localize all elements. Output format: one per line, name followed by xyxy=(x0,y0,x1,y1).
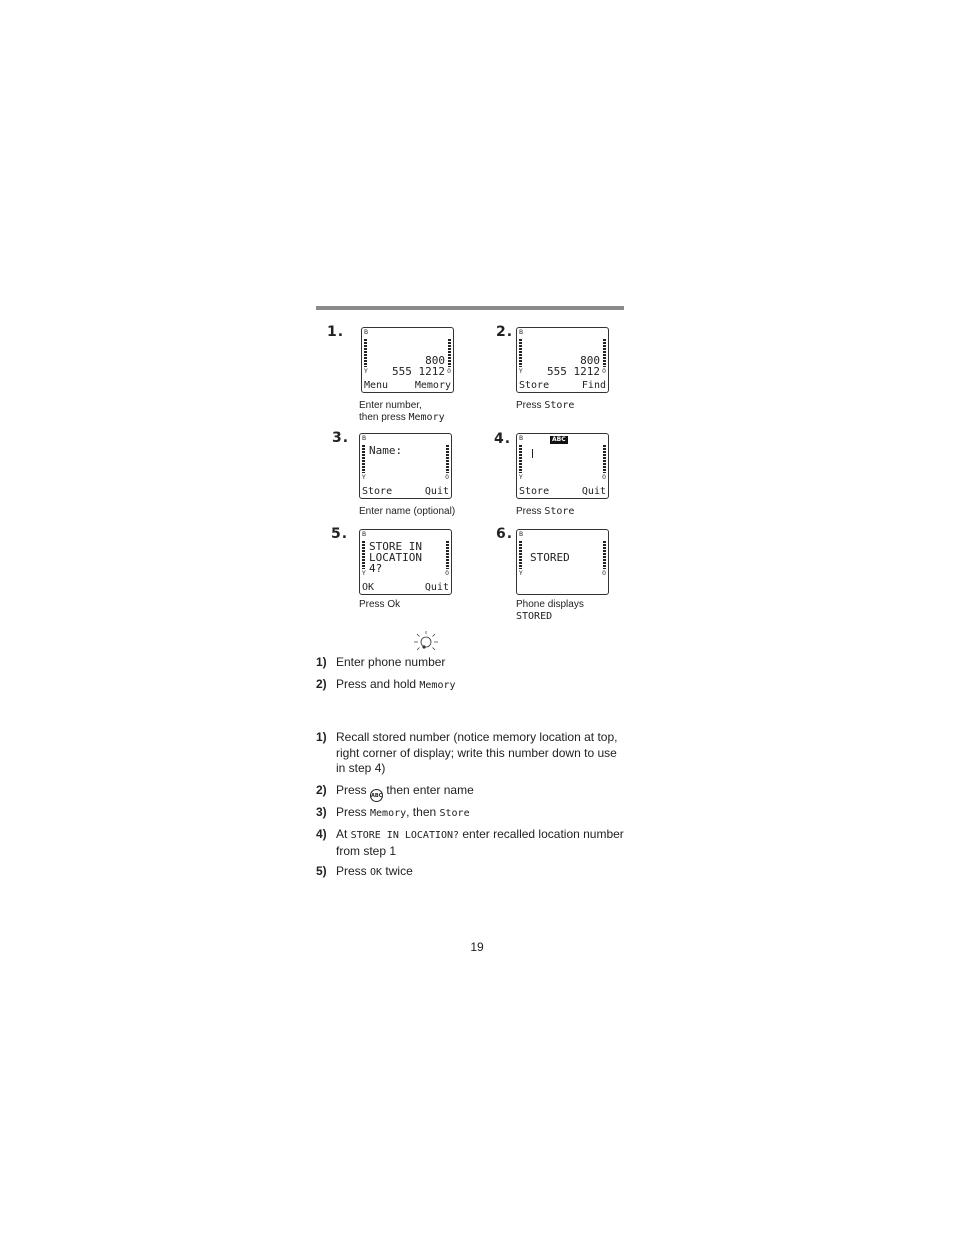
list-text xyxy=(336,827,626,859)
zero-indicator: 0 xyxy=(445,474,449,481)
list-text-part: then enter name xyxy=(383,783,474,797)
step-caption xyxy=(359,506,455,518)
display-line: Name: xyxy=(369,444,403,457)
lightbulb-icon xyxy=(412,630,440,654)
list-text: Enter phone number xyxy=(336,655,446,669)
list-text xyxy=(336,864,626,881)
caption-line xyxy=(359,412,445,424)
battery-indicator: B xyxy=(362,435,367,442)
caption-key: Store xyxy=(544,400,575,411)
antenna-indicator: Y xyxy=(364,368,368,375)
step-caption xyxy=(516,400,574,412)
page-number: 19 xyxy=(470,940,484,954)
softkey-left: Store xyxy=(519,486,550,497)
text-cursor xyxy=(532,449,533,458)
display-line: STORED xyxy=(530,551,570,564)
list-text xyxy=(336,677,626,694)
display-line: STORE IN xyxy=(369,540,422,553)
caption-text: then press xyxy=(359,412,409,423)
softkey-left: Menu xyxy=(364,380,389,391)
display-line: 4? xyxy=(369,562,383,575)
list-number: 5) xyxy=(316,864,327,878)
softkey-right: Memory xyxy=(414,380,451,391)
battery-indicator: B xyxy=(362,531,367,538)
battery-indicator: B xyxy=(519,531,524,538)
signal-bar xyxy=(519,541,522,569)
phone-display xyxy=(359,433,452,499)
battery-indicator: B xyxy=(519,329,524,336)
section-rule xyxy=(316,306,624,310)
signal-bar xyxy=(519,339,522,367)
caption-key: STORED xyxy=(516,611,553,622)
list-text xyxy=(336,805,626,822)
step-number: 3. xyxy=(332,430,350,446)
zero-indicator: 0 xyxy=(602,570,606,577)
caption-line xyxy=(516,506,574,518)
antenna-indicator: Y xyxy=(362,474,366,481)
caption-line: Phone displays xyxy=(516,599,584,610)
antenna-indicator: Y xyxy=(519,368,523,375)
zero-indicator: 0 xyxy=(447,368,451,375)
abc-mode-badge: ABC xyxy=(552,436,566,443)
step-caption xyxy=(359,400,445,424)
softkey-right: Find xyxy=(581,380,606,391)
battery-bar xyxy=(603,541,606,569)
signal-bar xyxy=(364,339,367,367)
softkey-left: Store xyxy=(519,380,550,391)
caption-line xyxy=(516,400,574,412)
list-text-part: At xyxy=(336,827,351,841)
step-number: 2. xyxy=(496,324,514,340)
step-caption xyxy=(359,599,400,611)
battery-bar xyxy=(603,445,606,473)
phone-display xyxy=(361,327,454,393)
list-number: 4) xyxy=(316,827,327,841)
step-number: 1. xyxy=(327,324,345,340)
antenna-indicator: Y xyxy=(519,570,523,577)
list-number: 1) xyxy=(316,730,327,744)
list-key: Memory xyxy=(370,808,407,819)
softkey-right: Quit xyxy=(424,486,449,497)
list-text-part: Press xyxy=(336,805,371,819)
antenna-indicator: Y xyxy=(362,570,366,577)
step-number: 4. xyxy=(494,431,512,447)
list-text-part: Press xyxy=(336,864,371,878)
battery-bar xyxy=(446,541,449,569)
step-number: 5. xyxy=(331,526,349,542)
display-line: 555 1212 xyxy=(392,365,445,378)
step-caption xyxy=(516,506,574,518)
signal-bar xyxy=(362,445,365,473)
caption-line: Enter number, xyxy=(359,400,422,411)
list-key: Store xyxy=(439,808,470,819)
caption-text: Press xyxy=(516,506,545,517)
zero-indicator: 0 xyxy=(445,570,449,577)
list-number: 3) xyxy=(316,805,327,819)
battery-bar xyxy=(446,445,449,473)
display-line: LOCATION xyxy=(369,551,422,564)
caption-text: Press xyxy=(516,400,545,411)
caption-key: Memory xyxy=(408,412,445,423)
list-text xyxy=(336,783,626,802)
list-number: 2) xyxy=(316,677,327,691)
battery-indicator: B xyxy=(364,329,369,336)
battery-bar xyxy=(448,339,451,367)
list-text-part: Press xyxy=(336,783,371,797)
zero-indicator: 0 xyxy=(602,368,606,375)
antenna-indicator: Y xyxy=(519,474,523,481)
phone-display xyxy=(359,529,452,595)
battery-bar xyxy=(603,339,606,367)
list-text-part: twice xyxy=(382,864,413,878)
caption-line: Press Ok xyxy=(359,599,401,610)
abc-key-icon: ABC xyxy=(370,789,383,802)
display-line: 800 xyxy=(425,354,445,367)
display-line: 555 1212 xyxy=(547,365,600,378)
step-number: 6. xyxy=(496,526,514,542)
step-caption xyxy=(516,599,584,623)
signal-bar xyxy=(519,445,522,473)
caption-line: Enter name (optional) xyxy=(359,506,456,517)
softkey-right: Quit xyxy=(424,582,449,593)
signal-bar xyxy=(362,541,365,569)
battery-indicator: B xyxy=(519,435,524,442)
list-number: 1) xyxy=(316,655,327,669)
list-key: OK xyxy=(370,867,383,878)
list-key: STORE IN LOCATION? xyxy=(350,830,460,841)
softkey-left: Store xyxy=(362,486,393,497)
phone-display xyxy=(516,327,609,393)
list-text-part: enter recalled location number from step 1 xyxy=(336,827,624,858)
softkey-right: Quit xyxy=(581,486,606,497)
phone-display xyxy=(516,433,609,499)
list-number: 2) xyxy=(316,783,327,797)
list-text-part: Press and hold xyxy=(336,677,420,691)
list-key: Memory xyxy=(419,680,456,691)
zero-indicator: 0 xyxy=(602,474,606,481)
caption-key: Store xyxy=(544,506,575,517)
softkey-left: OK xyxy=(362,582,375,593)
phone-display xyxy=(516,529,609,595)
display-line: 800 xyxy=(580,354,600,367)
list-text: Recall stored number (notice memory location at top, right corner of display; write this number down to use in step 4) xyxy=(336,730,618,775)
list-text-part: , then xyxy=(406,805,440,819)
